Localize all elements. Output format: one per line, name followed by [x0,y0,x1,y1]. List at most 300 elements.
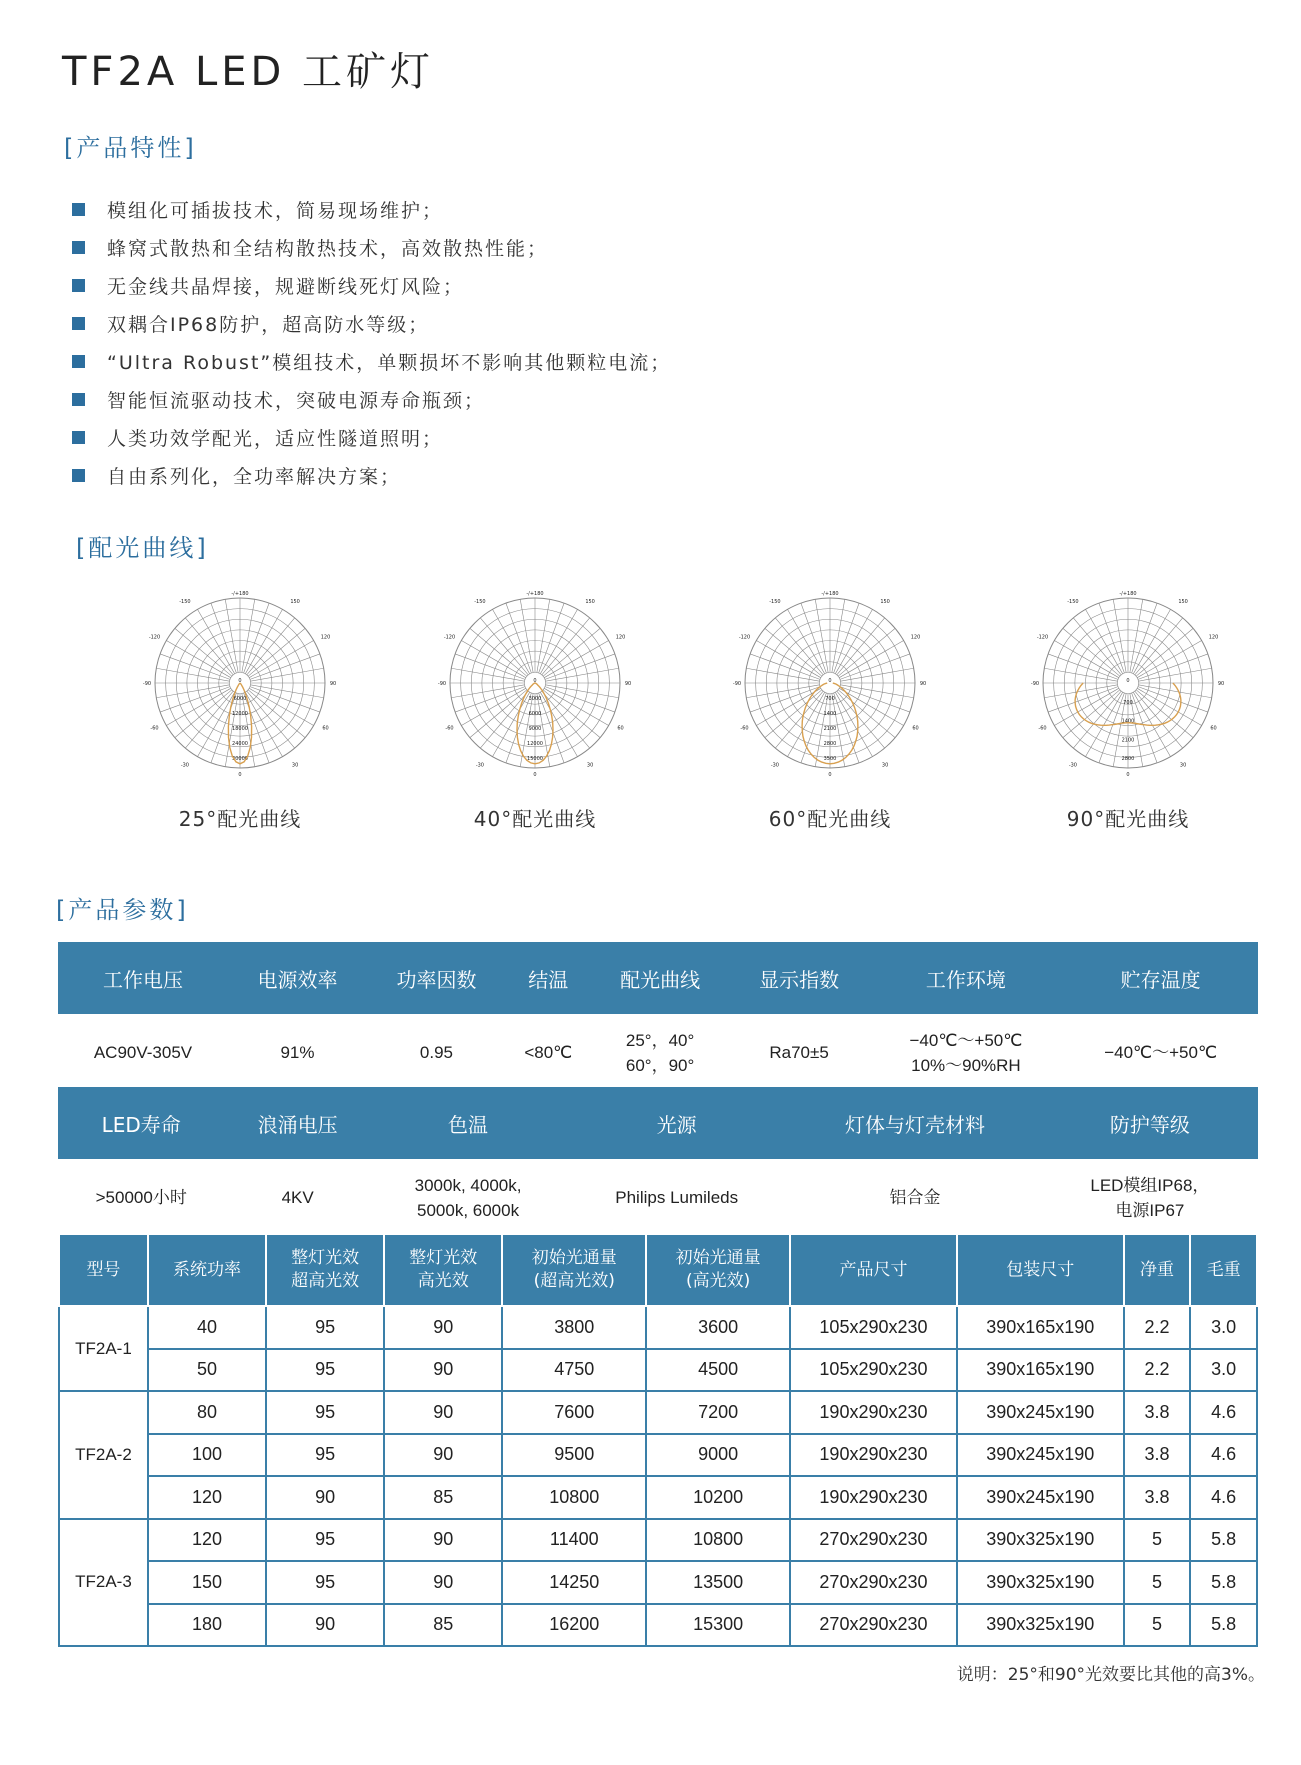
polar-spoke [480,618,528,675]
spec-header: 工作环境 [869,942,1064,1014]
table-cell: 390x245x190 [957,1476,1124,1519]
angle-label-top: -/+180 [526,591,544,597]
angle-label: -120 [738,634,751,641]
center-label: 0 [828,678,832,684]
model-table-header: 整灯光效 高光效 [384,1234,502,1306]
table-cell: 390x325x190 [957,1604,1124,1647]
model-table-header: 毛重 [1190,1234,1257,1306]
polar-spoke [250,668,323,681]
angle-label-bottom: 0 [1126,772,1130,778]
table-cell: 390x245x190 [957,1434,1124,1477]
curve-caption: 25°配光曲线 [178,807,302,831]
table-cell: 7600 [502,1391,646,1434]
angle-label-right: 90 [1217,681,1225,687]
table-cell: 190x290x230 [790,1391,957,1434]
table-cell: 105x290x230 [790,1306,957,1349]
table-cell: 190x290x230 [790,1434,957,1477]
angle-label: -60 [150,725,159,732]
table-cell: 85 [384,1476,502,1519]
model-table-header: 型号 [59,1234,148,1306]
table-cell: 11400 [502,1519,646,1562]
spec-value: 91% [280,1043,315,1063]
ring-value-label: 30000 [232,756,248,762]
table-cell: 4.6 [1190,1434,1257,1477]
table-cell: 5 [1124,1561,1191,1604]
model-table-header: 初始光通量 (超高光效) [502,1234,646,1306]
angle-label: -60 [740,725,749,732]
table-cell: 9000 [646,1434,790,1477]
polar-spoke [756,641,820,678]
polar-spoke [250,685,323,698]
polar-spoke [1138,654,1208,679]
polar-spoke [166,641,230,678]
ring-value-label: 2100 [823,726,837,732]
polar-spoke [493,692,530,756]
polar-spoke [461,688,525,725]
spec-value: Philips Lumileds [615,1188,739,1208]
spec-value: −40℃～+50℃ [1104,1043,1218,1063]
polar-spoke [839,641,903,678]
table-cell: 90 [266,1604,384,1647]
features-heading: [产品特性] [64,134,197,162]
angle-label: 120 [320,634,331,641]
model-table-header: 初始光通量 (高光效) [646,1234,790,1306]
table-cell: 95 [266,1519,384,1562]
table-cell: 150 [148,1561,266,1604]
table-cell: 390x325x190 [957,1519,1124,1562]
ring-value-label: 2800 [823,741,837,747]
polar-spoke [247,618,295,675]
ring-value-label: 6000 [528,711,542,717]
polar-spoke [175,628,232,676]
polar-spoke [544,641,608,678]
spec-value: <80℃ [524,1043,573,1063]
angle-label: 150 [290,599,300,606]
polar-spoke [1086,609,1123,673]
table-row [59,1306,1257,1349]
angle-label: 60 [617,725,624,732]
angle-label-bottom: 0 [533,772,537,778]
table-cell: 95 [266,1561,384,1604]
table-row [59,1476,1257,1519]
table-cell: 90 [266,1476,384,1519]
polar-spoke [834,603,859,673]
angle-label: -60 [1038,725,1047,732]
table-cell: 9500 [502,1434,646,1477]
polar-spoke [838,690,895,738]
angle-label-left: -90 [732,681,742,687]
polar-spoke [1063,690,1120,738]
table-cell: 3.8 [1124,1434,1191,1477]
spec-value: 4KV [281,1188,314,1208]
ring-value-label: 12000 [232,711,248,717]
polar-spoke [750,654,820,679]
polar-spoke [470,628,527,676]
polar-spoke [801,603,826,673]
polar-spoke [520,599,533,672]
spec-table-2 [58,1087,1258,1237]
polar-spoke [248,628,305,676]
angle-label: -30 [770,762,779,769]
polar-spoke [1044,685,1117,698]
table-cell: 120 [148,1519,266,1562]
polar-spoke [788,609,825,673]
polar-chart [430,575,640,785]
spec-header: 显示指数 [730,942,869,1014]
polar-spoke [1138,687,1208,712]
polar-spoke [1135,618,1183,675]
feature-text: 无金线共晶焊接，规避断线死灯风险； [107,275,465,298]
table-row [59,1391,1257,1434]
model-table-header: 产品尺寸 [790,1234,957,1306]
ring-value-label: 24000 [232,741,248,747]
feature-item [72,228,671,266]
polar-spoke [1137,688,1201,725]
square-bullet-icon [72,279,85,292]
polar-spoke [1138,668,1211,681]
feature-text: 自由系列化，全功率解决方案； [107,465,402,488]
spec-value: 25°，40° 60°，90° [625,1030,695,1075]
table-cell: 90 [384,1561,502,1604]
table-cell: 10800 [502,1476,646,1519]
polar-spoke [756,688,820,725]
polar-spoke [545,668,618,681]
model-table-header: 系统功率 [148,1234,266,1306]
table-cell: 14250 [502,1561,646,1604]
angle-label-right: 90 [329,681,337,687]
feature-item [72,266,671,304]
table-row [59,1604,1257,1647]
table-cell: 390x325x190 [957,1561,1124,1604]
polar-spoke [835,609,872,673]
square-bullet-icon [72,469,85,482]
table-cell: 5 [1124,1604,1191,1647]
polar-spoke [1073,691,1121,748]
polar-spoke [837,691,885,748]
polar-spoke [166,688,230,725]
table-cell: 3.0 [1190,1306,1257,1349]
table-cell: 390x245x190 [957,1391,1124,1434]
polar-spoke [1048,654,1118,679]
table-cell: 120 [148,1476,266,1519]
angle-label-left: -90 [1030,681,1040,687]
model-table-header: 净重 [1124,1234,1191,1306]
angle-label-right: 90 [624,681,632,687]
polar-spoke [542,691,590,748]
polar-spoke [1044,668,1117,681]
polar-spoke [493,609,530,673]
feature-item [72,190,671,228]
angle-label: 120 [1208,634,1219,641]
polar-spoke [540,692,577,756]
table-row [59,1561,1257,1604]
table-cell: 270x290x230 [790,1561,957,1604]
angle-label: 120 [910,634,921,641]
polar-spoke [1135,691,1183,748]
angle-label: -30 [1068,762,1077,769]
square-bullet-icon [72,317,85,330]
angle-label: -150 [179,599,191,606]
polar-spoke [746,668,819,681]
polar-spoke [775,691,823,748]
polar-spoke [185,618,233,675]
angle-label-bottom: 0 [828,772,832,778]
table-cell: 5 [1124,1519,1191,1562]
polar-spoke [160,654,230,679]
table-cell: 180 [148,1604,266,1647]
feature-text: 智能恒流驱动技术，突破电源寿命瓶颈； [107,389,486,412]
page-title: TF2A LED 工矿灯 [62,49,435,95]
polar-spoke [1133,609,1170,673]
polar-spoke [249,641,313,678]
polar-spoke [837,618,885,675]
spec-header: 电源效率 [228,942,367,1014]
ring-value-label: 3500 [823,756,837,762]
feature-item [72,380,671,418]
table-cell: 4500 [646,1349,790,1392]
table-cell: 10200 [646,1476,790,1519]
angle-label: -30 [475,762,484,769]
ring-value-label: 1400 [1121,718,1135,725]
polar-spoke [198,609,235,673]
table-cell: 105x290x230 [790,1349,957,1392]
table-cell: 16200 [502,1604,646,1647]
table-cell: 4.6 [1190,1391,1257,1434]
polar-spoke [461,641,525,678]
ring-value-label: 12000 [527,741,543,747]
spec-header: 防护等级 [1042,1087,1258,1159]
table-row [59,1349,1257,1392]
spec-value: 0.95 [419,1043,454,1063]
polar-spoke [1138,685,1211,698]
light-distribution-curves [50,575,1250,845]
polar-spoke [248,690,305,738]
spec-value: >50000小时 [95,1188,187,1208]
table-cell: 50 [148,1349,266,1392]
polar-spoke [801,693,826,763]
angle-label: -120 [1036,634,1049,641]
polar-spoke [455,687,525,712]
ring-value-label: 2800 [1121,756,1135,762]
polar-curve [110,575,370,832]
polar-spoke [815,599,828,672]
angle-label: 150 [585,599,595,606]
polar-spoke [545,685,618,698]
table-cell: 5.8 [1190,1561,1257,1604]
angle-label-left: -90 [142,681,152,687]
feature-text: 模组化可插拔技术，简易现场维护； [107,199,444,222]
polar-spoke [1054,641,1118,678]
square-bullet-icon [72,393,85,406]
table-cell: 80 [148,1391,266,1434]
ring-value-label: 700 [1123,699,1133,706]
table-cell: 90 [384,1434,502,1477]
polar-curve [998,575,1258,832]
polar-spoke [1132,603,1157,673]
polar-spoke [545,654,615,679]
polar-spoke [840,668,913,681]
footnote: 说明：25°和90°光效要比其他的高3%。 [956,1665,1265,1685]
spec-header: 色温 [371,1087,565,1159]
polar-spoke [1137,641,1201,678]
square-bullet-icon [72,203,85,216]
center-label: 0 [1126,678,1130,684]
angle-label: 60 [1210,725,1217,732]
angle-label-top: -/+180 [821,591,839,597]
ring-value-label: 3000 [528,696,542,702]
table-cell: 3800 [502,1306,646,1349]
features-list [72,190,671,494]
table-cell: 40 [148,1306,266,1349]
table-cell: 95 [266,1434,384,1477]
spec-value: 3000k, 4000k, 5000k, 6000k [414,1175,522,1220]
polar-spoke [1132,693,1157,763]
polar-spoke [1099,693,1124,763]
polar-spoke [245,609,282,673]
polar-spoke [840,685,913,698]
table-cell: 95 [266,1349,384,1392]
model-name: TF2A-1 [59,1306,148,1391]
curves-heading: [配光曲线] [76,534,209,562]
curve-caption: 90°配光曲线 [1066,807,1190,831]
spec-header: 浪涌电压 [224,1087,370,1159]
square-bullet-icon [72,241,85,254]
polar-spoke [175,690,232,738]
table-cell: 10800 [646,1519,790,1562]
center-label: 0 [533,678,537,684]
table-cell: 95 [266,1306,384,1349]
polar-chart [135,575,345,785]
table-cell: 7200 [646,1391,790,1434]
polar-spoke [244,603,269,673]
polar-spoke [765,690,822,738]
table-cell: 190x290x230 [790,1476,957,1519]
polar-spoke [537,599,550,672]
polar-spoke [545,687,615,712]
polar-spoke [1113,599,1126,672]
angle-label: 60 [912,725,919,732]
table-cell: 270x290x230 [790,1519,957,1562]
angle-label: -120 [443,634,456,641]
table-cell: 3.0 [1190,1349,1257,1392]
feature-item [72,456,671,494]
feature-item [72,304,671,342]
angle-label: 30 [291,762,299,769]
polar-spoke [543,628,600,676]
polar-spoke [1099,603,1124,673]
square-bullet-icon [72,431,85,444]
spec-header: 结温 [506,942,591,1014]
table-cell: 390x165x190 [957,1306,1124,1349]
ring-value-label: 1400 [823,711,837,717]
table-cell: 15300 [646,1604,790,1647]
angle-label-bottom: 0 [238,772,242,778]
polar-spoke [185,691,233,748]
ring-value-label: 18000 [232,726,248,732]
feature-text: 双耦合IP68防护，超高防水等级； [107,313,430,336]
polar-spoke [765,628,822,676]
feature-item [72,342,671,380]
angle-label-top: -/+180 [1119,591,1137,597]
model-table [58,1233,1258,1647]
polar-spoke [506,693,531,763]
feature-text: “Ultra Robust”模组技术，单颗损坏不影响其他颗粒电流； [107,351,672,374]
feature-item [72,418,671,456]
table-cell: 5.8 [1190,1604,1257,1647]
square-bullet-icon [72,355,85,368]
polar-spoke [1136,628,1193,676]
model-name: TF2A-2 [59,1391,148,1519]
table-cell: 2.2 [1124,1306,1191,1349]
polar-spoke [451,668,524,681]
ring-value-label: 2100 [1121,737,1135,744]
angle-label-right: 90 [919,681,927,687]
polar-spoke [249,688,313,725]
angle-label: 60 [322,725,329,732]
polar-spoke [1073,618,1121,675]
spec-header: 配光曲线 [591,942,730,1014]
ring-value-label: 700 [825,696,835,702]
angle-label: 150 [880,599,890,606]
polar-spoke [1130,599,1143,672]
table-cell: 90 [384,1391,502,1434]
table-cell: 3.8 [1124,1391,1191,1434]
polar-spoke [455,654,525,679]
polar-spoke [156,668,229,681]
spec-value: −40℃～+50℃ 10%～90%RH [909,1030,1023,1075]
angle-label: 150 [1178,599,1188,606]
polar-spoke [506,603,531,673]
ring-value-label: 6000 [233,696,247,702]
table-cell: 4750 [502,1349,646,1392]
spec-header: 灯体与灯壳材料 [788,1087,1042,1159]
polar-spoke [451,685,524,698]
table-cell: 390x165x190 [957,1349,1124,1392]
polar-spoke [544,688,608,725]
table-cell: 13500 [646,1561,790,1604]
params-heading: [产品参数] [56,896,189,924]
table-cell: 95 [266,1391,384,1434]
table-cell: 5.8 [1190,1519,1257,1562]
polar-spoke [840,654,910,679]
polar-spoke [1063,628,1120,676]
polar-spoke [160,687,230,712]
model-name: TF2A-3 [59,1519,148,1647]
table-cell: 270x290x230 [790,1604,957,1647]
polar-curve [700,575,960,832]
polar-spoke [247,691,295,748]
polar-spoke [832,599,845,672]
polar-spoke [156,685,229,698]
angle-label: -120 [148,634,161,641]
polar-spoke [242,599,255,672]
polar-curve [405,575,665,832]
spec-value: Ra70±5 [769,1043,829,1063]
angle-label: -60 [445,725,454,732]
angle-label: 30 [881,762,889,769]
polar-spoke [1136,690,1193,738]
model-table-header: 整灯光效 超高光效 [266,1234,384,1306]
spec-header: 贮存温度 [1063,942,1258,1014]
polar-spoke [775,618,823,675]
ring-value-label: 15000 [527,756,543,762]
polar-chart [725,575,935,785]
feature-text: 蜂窝式散热和全结构散热技术，高效散热性能； [107,237,549,260]
curve-caption: 60°配光曲线 [768,807,892,831]
table-cell: 90 [384,1519,502,1562]
angle-label: -30 [180,762,189,769]
polar-chart [1023,575,1233,785]
